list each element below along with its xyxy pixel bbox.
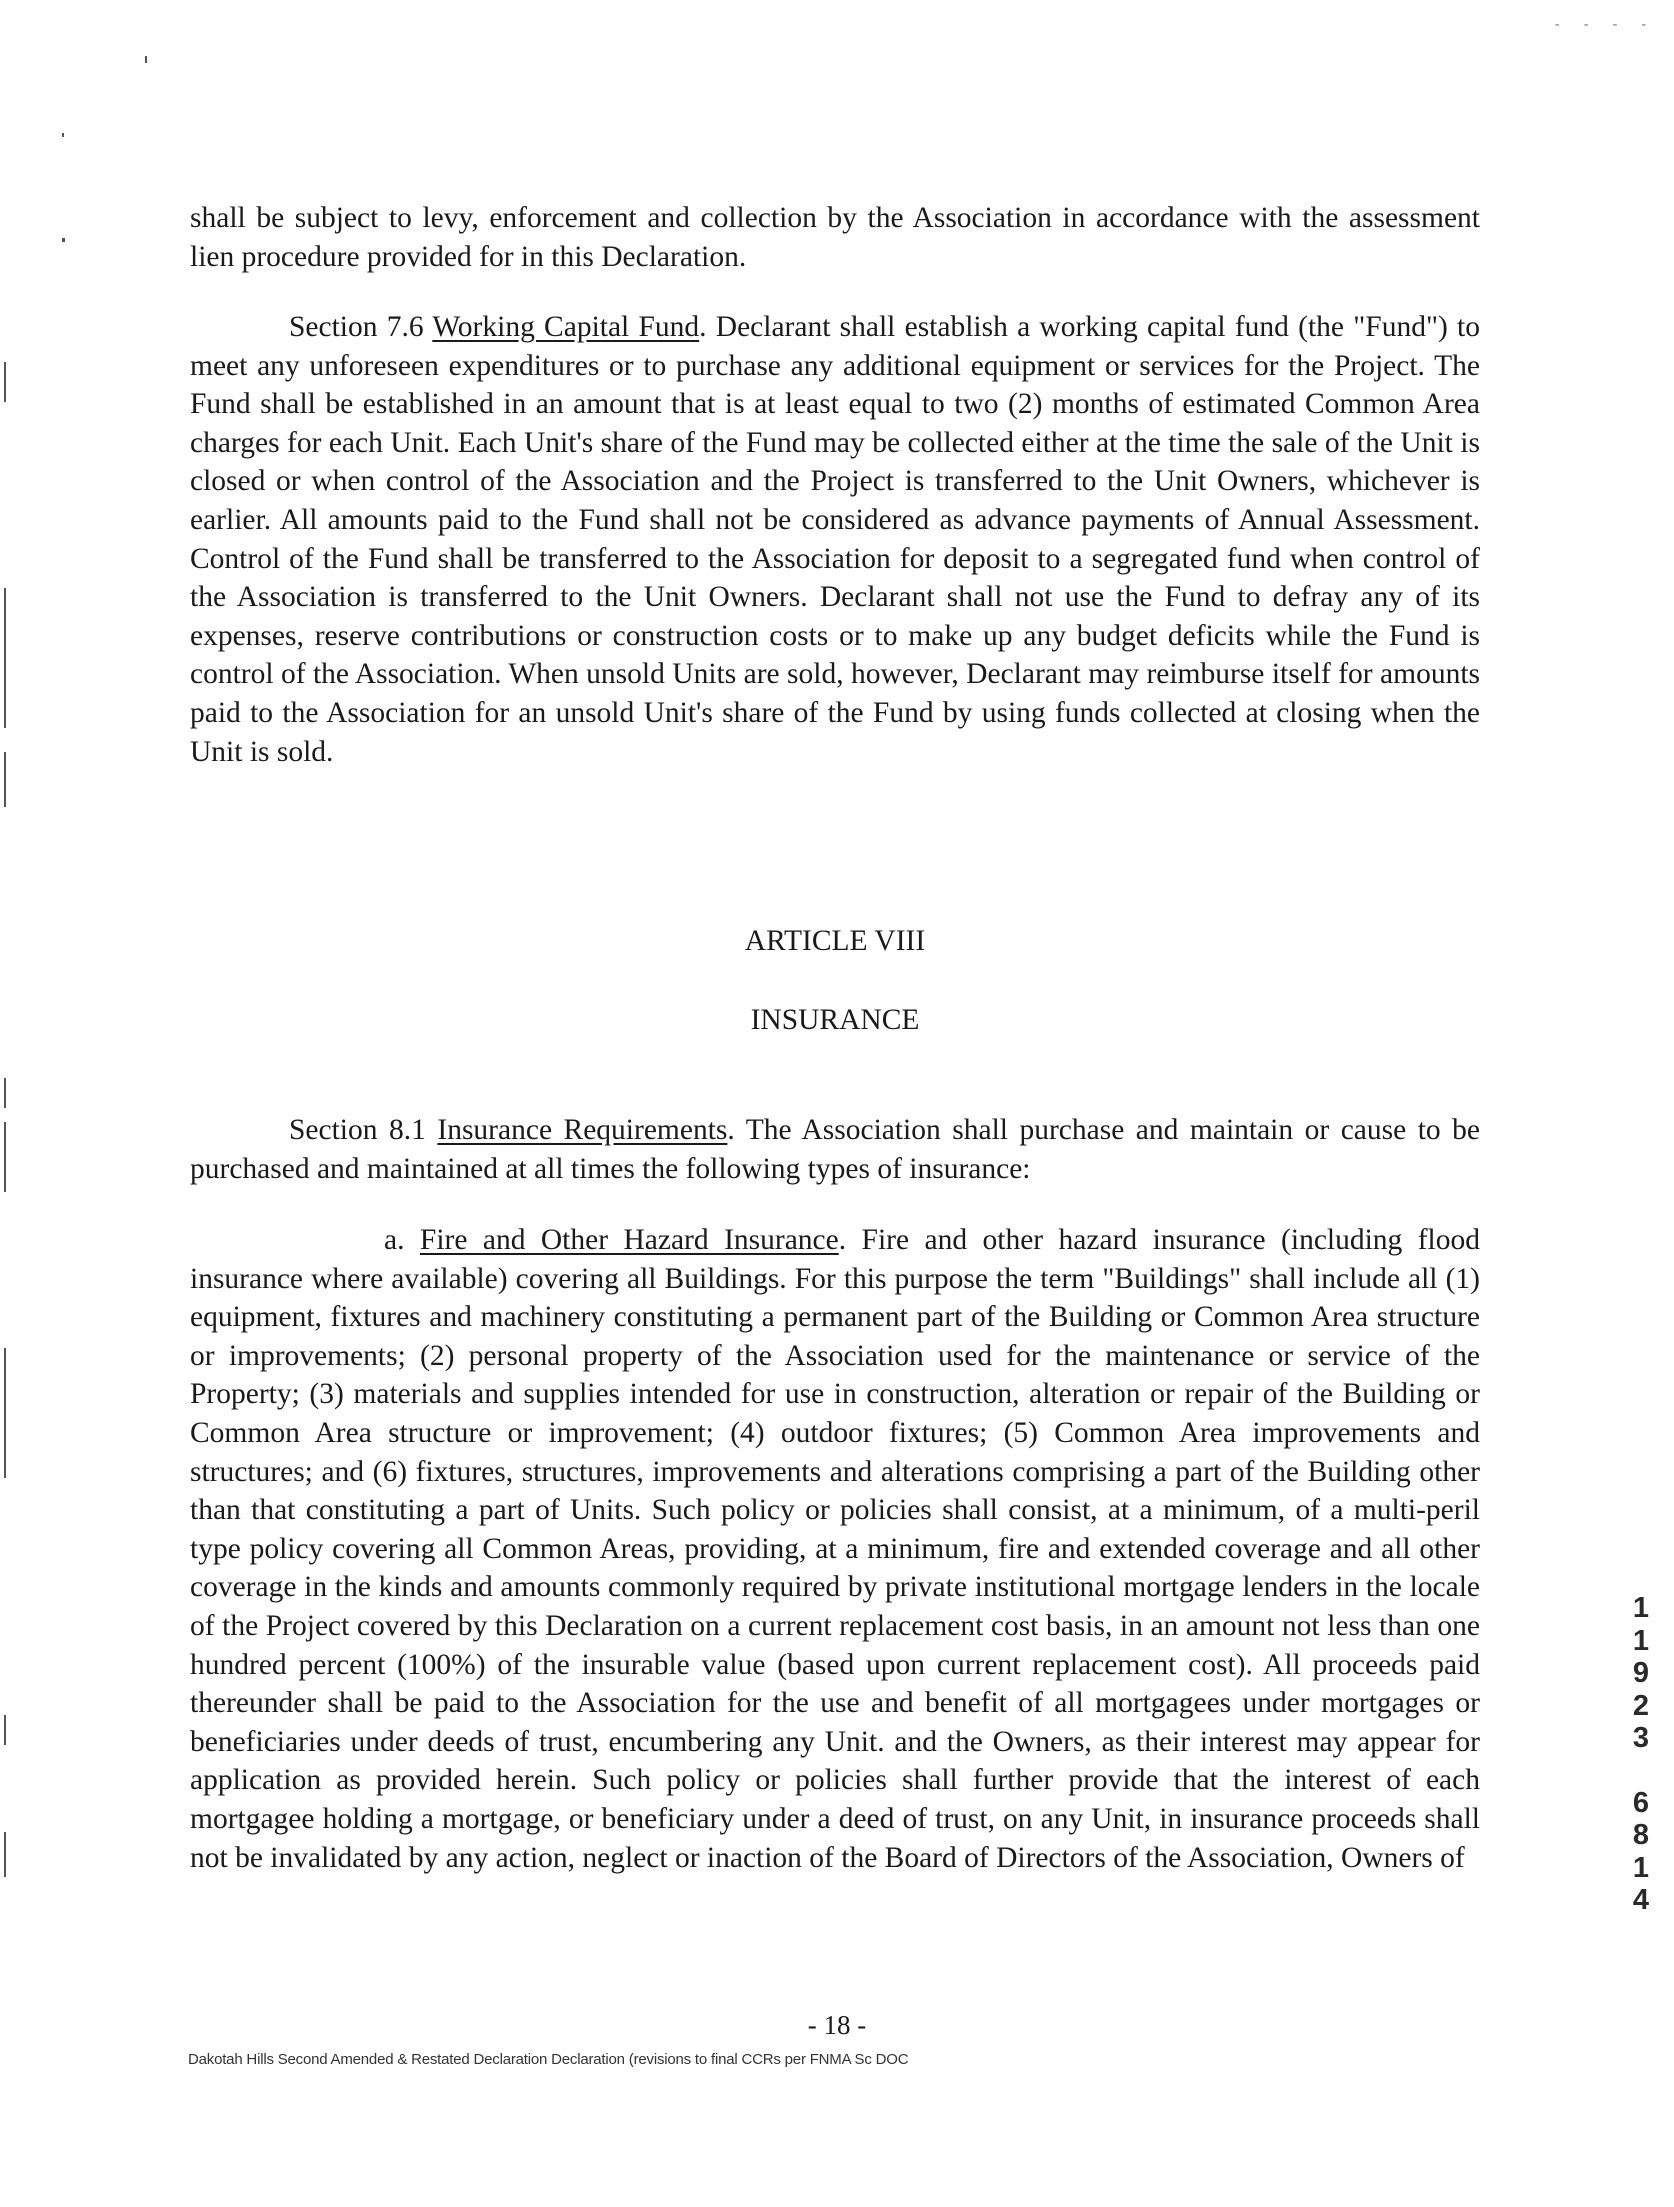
footer-document-name: Dakotah Hills Second Amended & Restated Declaration Declaration (revisions to final CCRs per FNMA Sc DOC (188, 2051, 909, 2068)
scan-artifact-top: - - - - (1552, 17, 1654, 33)
paragraph-continuation: shall be subject to levy, enforcement and collection by the Association in accordance with the assessment lien procedure provided for in this Declaration. (190, 202, 1480, 273)
article-title: INSURANCE (750, 1004, 920, 1036)
section-8-1-body: . The Association shall purchase and maintain or cause to be purchased and maintained at all times the following types of insurance: (190, 1114, 1480, 1185)
stamp-digit: 4 (1632, 1884, 1650, 1916)
page-number: - 18 - (807, 2010, 867, 2040)
scan-mark (62, 238, 65, 242)
scan-mark (4, 1122, 6, 1192)
stamp-digit: 1 (1632, 1624, 1650, 1657)
scan-mark (4, 588, 6, 728)
scan-mark (4, 1715, 6, 1745)
stamp-digit: 1 (1632, 1592, 1650, 1624)
article-heading: ARTICLE VIII (744, 925, 926, 957)
subsection-a-paragraph (190, 1221, 1480, 1877)
scan-mark (4, 362, 6, 402)
subsection-a-title: Fire and Other Hazard Insurance (419, 1224, 839, 1256)
stamp-digit: 1 (1632, 1851, 1650, 1884)
section-7-6-label: Section 7.6 (289, 311, 433, 343)
stamp-gap (1626, 1755, 1656, 1787)
section-7-6-paragraph (190, 308, 1480, 771)
subsection-a-body: . Fire and other hazard insurance (including flood insurance where available) covering all Buildings. For this purpose the term "Buildings" shall include all (1) equipment, fixtures and machinery constituting a permanent part of the Building or Common Area structure or improvements; (2) personal property of the Association used for the maintenance or service of the Property; (3) materials and supplies intended for use in construction, alteration or repair of the Building or Common Area structure or improvement; (4) outdoor fixtures; (5) Common Area improvements and structures; and (6) fixtures, structures, improvements and alterations comprising a part of the Building other than that constituting a part of Units. Such policy or policies shall consist, at a minimum, of a multi-peril type policy covering all Common Areas, providing, at a minimum, fire and extended coverage and all other coverage in the kinds and amounts commonly required by private institutional mortgage lenders in the locale of the Project covered by this Declaration on a current replacement cost basis, in an amount not less than one hundred percent (100%) of the insurable value (based upon current replacement cost). All proceeds paid thereunder shall be paid to the Association for the use and benefit of all mortgagees under mortgages or beneficiaries under deeds of trust, encumbering any Unit. and the Owners, as their interest may appear for application as provided herein. Such policy or policies shall further provide that the interest of each mortgagee holding a mortgage, or beneficiary under a deed of trust, on any Unit, in insurance proceeds shall not be invalidated by any action, neglect or inaction of the Board of Directors of the Association, Owners of (190, 1224, 1481, 1874)
stamp-digit: 6 (1632, 1786, 1650, 1819)
section-7-6-title: Working Capital Fund (432, 311, 700, 343)
scan-mark (62, 133, 64, 137)
stamp-digit: 2 (1632, 1689, 1650, 1722)
scan-mark (4, 1348, 6, 1478)
subsection-a-label: a. (384, 1224, 420, 1256)
scan-mark (4, 1832, 6, 1877)
recording-number-stamp (1626, 1592, 1656, 1917)
section-8-1-paragraph (190, 1111, 1480, 1188)
stamp-digit: 9 (1632, 1657, 1650, 1689)
section-8-1-label: Section 8.1 (289, 1114, 438, 1146)
section-8-1-title: Insurance Requirements (437, 1114, 728, 1146)
scan-mark (4, 752, 6, 807)
section-7-6-body: . Declarant shall establish a working capital fund (the "Fund") to meet any unforeseen expenditures or to purchase any additional equipment or services for the Project. The Fund shall be established in an amount that is at least equal to two (2) months of estimated Common Area charges for each Unit. Each Unit's share of the Fund may be collected either at the time the sale of the Unit is closed or when control of the Association and the Project is transferred to the Unit Owners, whichever is earlier. All amounts paid to the Fund shall not be considered as advance payments of Annual Assessment. Control of the Fund shall be transferred to the Association for deposit to a segregated fund when control of the Association is transferred to the Unit Owners. Declarant shall not use the Fund to defray any of its expenses, reserve contributions or construction costs or to make up any budget deficits while the Fund is control of the Association. When unsold Units are sold, however, Declarant may reimburse itself for amounts paid to the Association for an unsold Unit's share of the Fund by using funds collected at closing when the Unit is sold. (190, 311, 1480, 768)
scan-mark (145, 56, 147, 63)
scan-mark (4, 1078, 6, 1108)
stamp-digit: 8 (1632, 1819, 1650, 1851)
stamp-digit: 3 (1632, 1722, 1650, 1754)
